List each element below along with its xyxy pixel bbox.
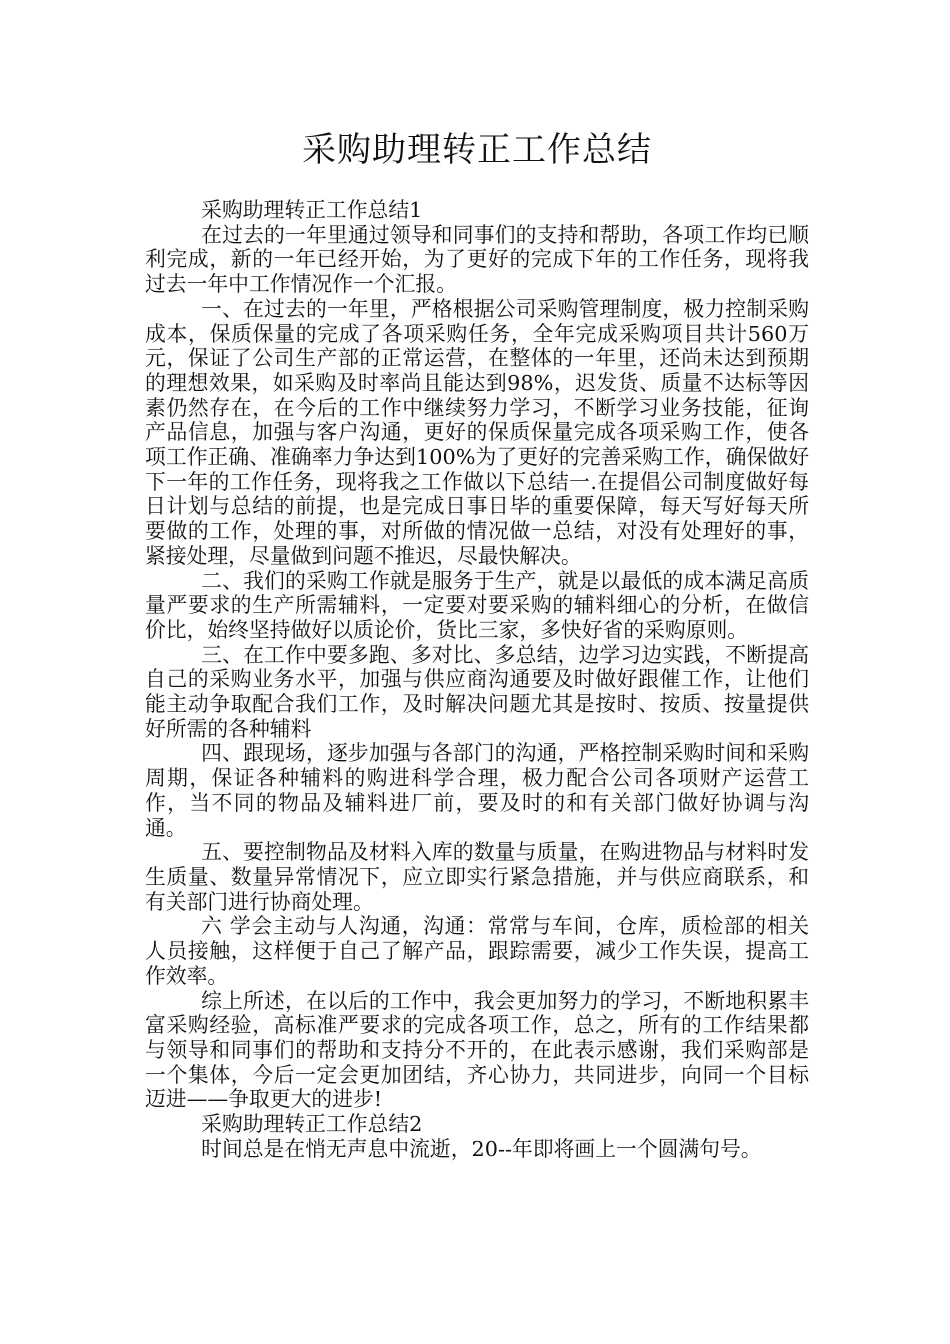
document-page [145, 128, 809, 1161]
section-heading-1: 采购助理转正工作总结1 [201, 198, 423, 222]
document-title: 采购助理转正工作总结 [302, 130, 652, 170]
paragraph-point-3: 三、在工作中要多跑、多对比、多总结，边学习边实践，不断提高自己的采购业务水平，加强与供应商沟通要及时做好跟催工作，让他们能主动争取配合我们工作，及时解决问题尤其是按时、按质、按量提供好所需的各种辅料 [145, 642, 809, 741]
paragraph-point-6: 六 学会主动与人沟通，沟通：常常与车间，仓库，质检部的相关人员接触，这样便于自己了解产品，跟踪需要，减少工作失误，提高工作效率。 [145, 914, 809, 988]
paragraph-point-4: 四、跟现场，逐步加强与各部门的沟通，严格控制采购时间和采购周期，保证各种辅料的购进科学合理，极力配合公司各项财产运营工作，当不同的物品及辅料进厂前，要及时的和有关部门做好协调与沟通。 [145, 741, 809, 840]
conclusion-paragraph: 综上所述，在以后的工作中，我会更加努力的学习，不断地积累丰富采购经验，高标准严要求的完成各项工作，总之，所有的工作结果都与领导和同事们的帮助和支持分不开的，在此表示感谢，我们采购部是一个集体，今后一定会更加团结，齐心协力，共同进步，向同一个目标迈进——争取更大的进步! [145, 988, 809, 1112]
paragraph-point-5: 五、要控制物品及材料入库的数量与质量，在购进物品与材料时发生质量、数量异常情况下，应立即实行紧急措施，并与供应商联系，和有关部门进行协商处理。 [145, 840, 809, 914]
paragraph-point-1: 一、在过去的一年里，严格根据公司采购管理制度，极力控制采购成本，保质保量的完成了各项采购任务，全年完成采购项目共计560万元，保证了公司生产部的正常运营，在整体的一年里，还尚未达到预期的理想效果，如采购及时率尚且能达到98%，迟发货、质量不达标等因素仍然存在，在今后的工作中继续努力学习，不断学习业务技能，征询产品信息，加强与客户沟通，更好的保质保量完成各项采购工作，使各项工作正确、准确率力争达到100%为了更好的完善采购工作，确保做好下一年的工作任务，现将我之工作做以下总结一.在提倡公司制度做好每日计划与总结的前提，也是完成日事日毕的重要保障，每天写好每天所要做的工作，处理的事，对所做的情况做一总结，对没有处理好的事，紧接处理，尽量做到问题不推迟，尽最快解决。 [145, 296, 809, 568]
section-2-paragraph: 时间总是在悄无声息中流逝，20--年即将画上一个圆满句号。 [201, 1136, 762, 1161]
section-heading-2: 采购助理转正工作总结2 [201, 1112, 423, 1137]
paragraph-point-2: 二、我们的采购工作就是服务于生产，就是以最低的成本满足高质量严要求的生产所需辅料，一定要对要采购的辅料细心的分析，在做信价比，始终坚持做好以质论价，货比三家，多快好省的采购原则。 [145, 568, 809, 642]
intro-paragraph: 在过去的一年里通过领导和同事们的支持和帮助，各项工作均已顺利完成，新的一年已经开始，为了更好的完成下年的工作任务，现将我过去一年中工作情况作一个汇报。 [145, 222, 809, 297]
